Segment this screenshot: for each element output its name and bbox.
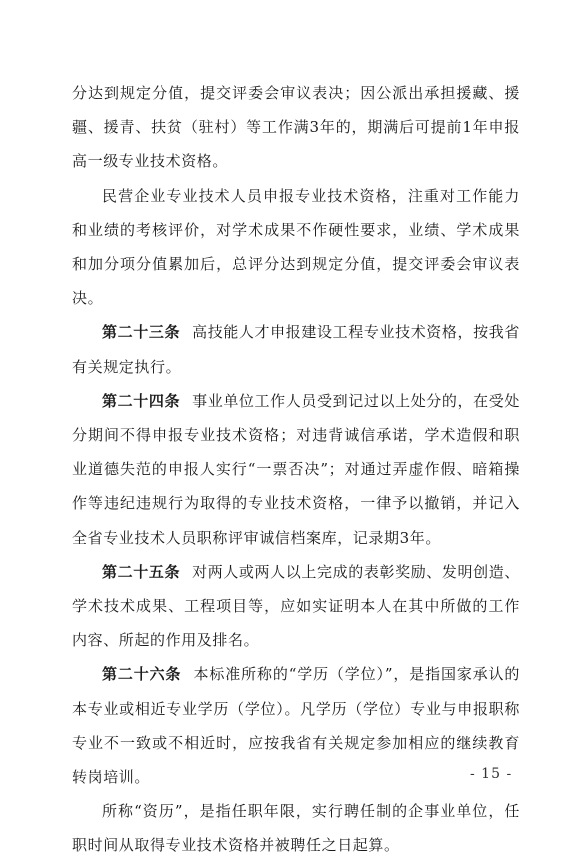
paragraph-continuation xyxy=(72,76,520,179)
article-23 xyxy=(72,315,520,383)
article-heading: 第二十五条 xyxy=(102,562,181,581)
article-text: 本标准所称的“学历（学位）”，是指国家承认的本专业或相近专业学历（学位）。凡学历（学位）专业与申报职称专业不一致或不相近时，应按我省有关规定参加相应的继续教育转岗培训。 xyxy=(72,665,520,787)
article-text: 高技能人才申报建设工程专业技术资格，按我省有关规定执行。 xyxy=(72,323,520,376)
paragraph-text: 所称“资历”，是指任职年限，实行聘任制的企事业单位，任职时间从取得专业技术资格并被聘任之日起算。 xyxy=(72,802,520,855)
document-body xyxy=(72,76,520,863)
paragraph-seniority xyxy=(72,794,520,862)
page-number: - 15 - xyxy=(470,766,513,782)
paragraph-private-enterprise xyxy=(72,179,520,316)
article-25 xyxy=(72,555,520,658)
article-26 xyxy=(72,657,520,794)
article-24 xyxy=(72,384,520,555)
article-heading: 第二十四条 xyxy=(102,391,181,410)
paragraph-text: 分达到规定分值，提交评委会审议表决；因公派出承担援藏、援疆、援青、扶贫（驻村）等工作满3年的，期满后可提前1年申报高一级专业技术资格。 xyxy=(72,84,520,171)
article-text: 对两人或两人以上完成的表彰奖励、发明创造、学术技术成果、工程项目等，应如实证明本人在其中所做的工作内容、所起的作用及排名。 xyxy=(72,562,520,650)
article-heading: 第二十三条 xyxy=(102,323,181,342)
article-text: 事业单位工作人员受到记过以上处分的，在受处分期间不得申报专业技术资格；对违背诚信承诺，学术造假和职业道德失范的申报人实行“一票否决”；对通过弄虚作假、暗箱操作等违纪违规行为取得的专业技术资格，一律予以撤销，并记入全省专业技术人员职称评审诚信档案库，记录期3年。 xyxy=(72,391,520,547)
article-heading: 第二十六条 xyxy=(102,665,182,684)
paragraph-text: 民营企业专业技术人员申报专业技术资格，注重对工作能力和业绩的考核评价，对学术成果不作硬性要求，业绩、学术成果和加分项分值累加后，总评分达到规定分值，提交评委会审议表决。 xyxy=(72,186,520,308)
